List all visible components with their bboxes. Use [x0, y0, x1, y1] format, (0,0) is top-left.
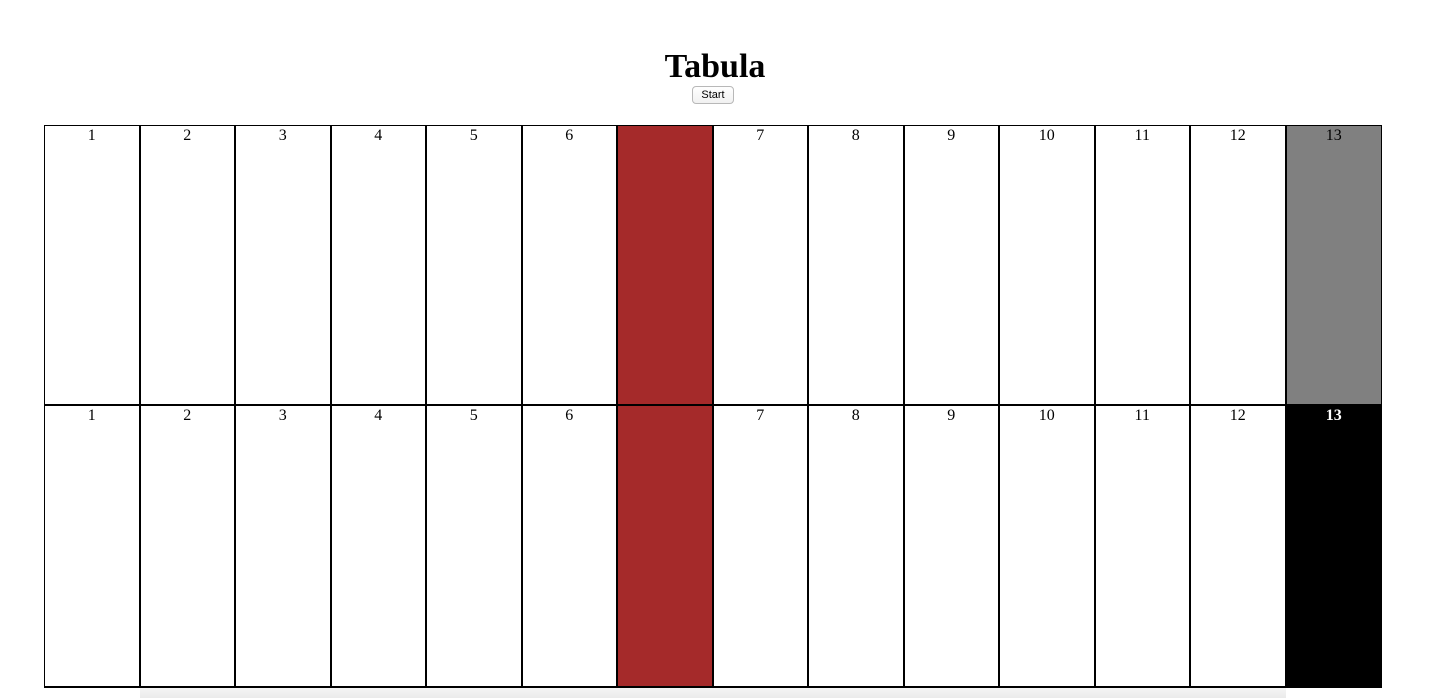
top-bar[interactable] — [618, 126, 714, 406]
bottom-point-7[interactable]: 7 — [714, 406, 810, 688]
game-board — [44, 125, 1382, 688]
start-button[interactable]: Start — [692, 86, 734, 104]
bottom-point-10[interactable]: 10 — [1000, 406, 1096, 688]
top-point-13[interactable]: 13 — [1287, 126, 1383, 406]
bottom-point-3[interactable]: 3 — [236, 406, 332, 688]
bottom-point-13[interactable]: 13 — [1287, 406, 1383, 688]
top-point-4[interactable]: 4 — [332, 126, 428, 406]
bottom-point-12[interactable]: 12 — [1191, 406, 1287, 688]
top-point-12[interactable]: 12 — [1191, 126, 1287, 406]
bottom-bar[interactable] — [618, 406, 714, 688]
bottom-point-1[interactable]: 1 — [45, 406, 141, 688]
top-point-5[interactable]: 5 — [427, 126, 523, 406]
bottom-row — [45, 406, 1382, 688]
top-point-7[interactable]: 7 — [714, 126, 810, 406]
bottom-point-4[interactable]: 4 — [332, 406, 428, 688]
top-point-6[interactable]: 6 — [523, 126, 619, 406]
top-point-3[interactable]: 3 — [236, 126, 332, 406]
page-title: Tabula — [664, 48, 766, 85]
top-point-10[interactable]: 10 — [1000, 126, 1096, 406]
bottom-point-8[interactable]: 8 — [809, 406, 905, 688]
top-point-8[interactable]: 8 — [809, 126, 905, 406]
bottom-point-2[interactable]: 2 — [141, 406, 237, 688]
bottom-point-5[interactable]: 5 — [427, 406, 523, 688]
bottom-point-11[interactable]: 11 — [1096, 406, 1192, 688]
bottom-point-6[interactable]: 6 — [523, 406, 619, 688]
bottom-shade — [140, 688, 1286, 698]
top-point-9[interactable]: 9 — [905, 126, 1001, 406]
top-point-1[interactable]: 1 — [45, 126, 141, 406]
top-row — [45, 126, 1382, 406]
top-point-11[interactable]: 11 — [1096, 126, 1192, 406]
bottom-point-9[interactable]: 9 — [905, 406, 1001, 688]
top-point-2[interactable]: 2 — [141, 126, 237, 406]
